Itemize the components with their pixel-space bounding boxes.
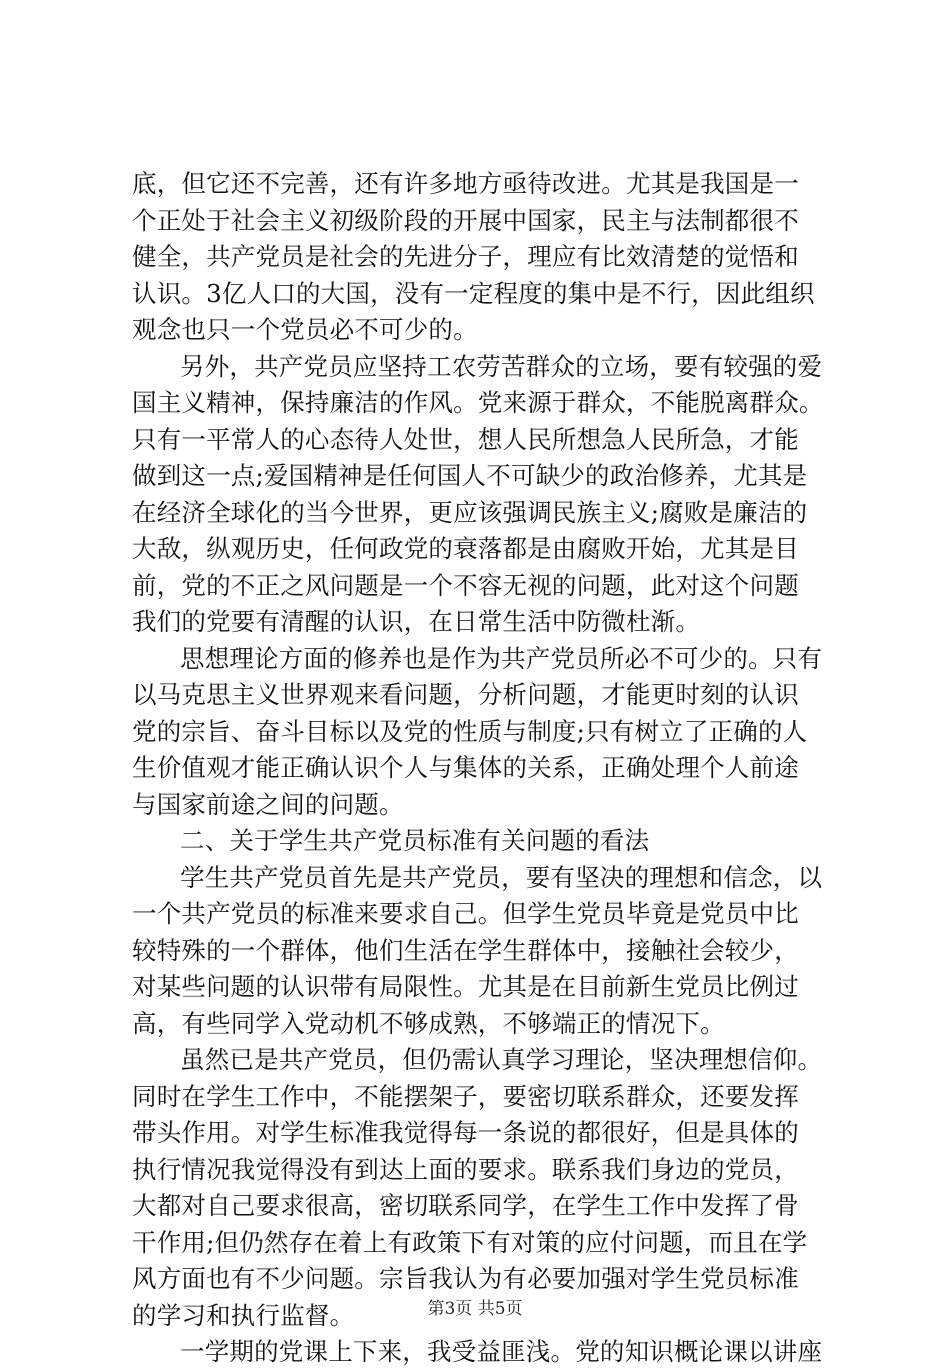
page-number-footer: 第3页 共5页	[427, 1299, 523, 1319]
text-line: 做到这一点;爱国精神是任何国人不可缺少的政治修养，尤其是	[132, 461, 808, 490]
text-line: 个正处于社会主义初级阶段的开展中国家，民主与法制都很不	[132, 205, 799, 235]
text-line: 干作用;但仍然存在着上有政策下有对策的应付问题，而且在学	[132, 1227, 808, 1257]
text-line: 在经济全球化的当今世界，更应该强调民族主义;腐败是廉洁的	[132, 497, 808, 527]
text-line: 党的宗旨、奋斗目标以及党的性质与制度;只有树立了正确的人	[132, 716, 808, 746]
section-heading: 二、关于学生共产党员标准有关问题的看法	[180, 826, 650, 855]
paragraph-start-line: 一学期的党课上下来，我受益匪浅。党的知识概论课以讲座	[180, 1337, 823, 1366]
text-line: 国主义精神，保持廉洁的作风。党来源于群众，不能脱离群众。	[132, 388, 824, 417]
document-body	[132, 166, 830, 1371]
paragraph-start-line: 另外，共产党员应坚持工农劳苦群众的立场，要有较强的爱	[180, 351, 823, 381]
text-line: 带头作用。对学生标准我觉得每一条说的都很好，但是具体的	[132, 1118, 799, 1147]
text-line: 的学习和执行监督。	[132, 1300, 355, 1330]
text-line: 与国家前途之间的问题。	[132, 789, 404, 819]
text-line: 同时在学生工作中，不能摆架子，要密切联系群众，还要发挥	[132, 1081, 799, 1111]
text-line: 认识。3亿人口的大国，没有一定程度的集中是不行，因此组织	[132, 278, 815, 308]
text-line: 以马克思主义世界观来看问题，分析问题，才能更时刻的认识	[132, 680, 799, 709]
text-line: 执行情况我觉得没有到达上面的要求。联系我们身边的党员，	[132, 1154, 799, 1184]
text-line: 底，但它还不完善，还有许多地方亟待改进。尤其是我国是一	[132, 169, 799, 198]
text-line: 生价值观才能正确认识个人与集体的关系，正确处理个人前途	[132, 753, 799, 782]
text-line: 高，有些同学入党动机不够成熟，不够端正的情况下。	[132, 1008, 725, 1038]
text-line: 健全，共产党员是社会的先进分子，理应有比效清楚的觉悟和	[132, 242, 799, 271]
text-line: 风方面也有不少问题。宗旨我认为有必要加强对学生党员标准	[132, 1264, 799, 1293]
paragraph-start-line: 思想理论方面的修养也是作为共产党员所必不可少的。只有	[180, 643, 823, 673]
text-line: 观念也只一个党员必不可少的。	[132, 315, 478, 344]
text-line: 只有一平常人的心态待人处世，想人民所想急人民所急，才能	[132, 424, 799, 454]
text-line: 大都对自己要求很高，密切联系同学，在学生工作中发挥了骨	[132, 1191, 799, 1220]
text-line: 较特殊的一个群体，他们生活在学生群体中，接触社会较少，	[132, 935, 799, 965]
text-line: 前，党的不正之风问题是一个不容无视的问题，此对这个问题	[132, 570, 799, 600]
text-line: 一个共产党员的标准来要求自己。但学生党员毕竟是党员中比	[132, 899, 799, 928]
text-line: 大敌，纵观历史，任何政党的衰落都是由腐败开始，尤其是目	[132, 534, 799, 563]
paragraph-start-line: 学生共产党员首先是共产党员，要有坚决的理想和信念，以	[180, 862, 823, 892]
text-line: 我们的党要有清醒的认识，在日常生活中防微杜渐。	[132, 607, 701, 636]
text-line: 对某些问题的认识带有局限性。尤其是在目前新生党员比例过	[132, 972, 799, 1001]
paragraph-start-line: 虽然已是共产党员，但仍需认真学习理论，坚决理想信仰。	[180, 1045, 823, 1074]
